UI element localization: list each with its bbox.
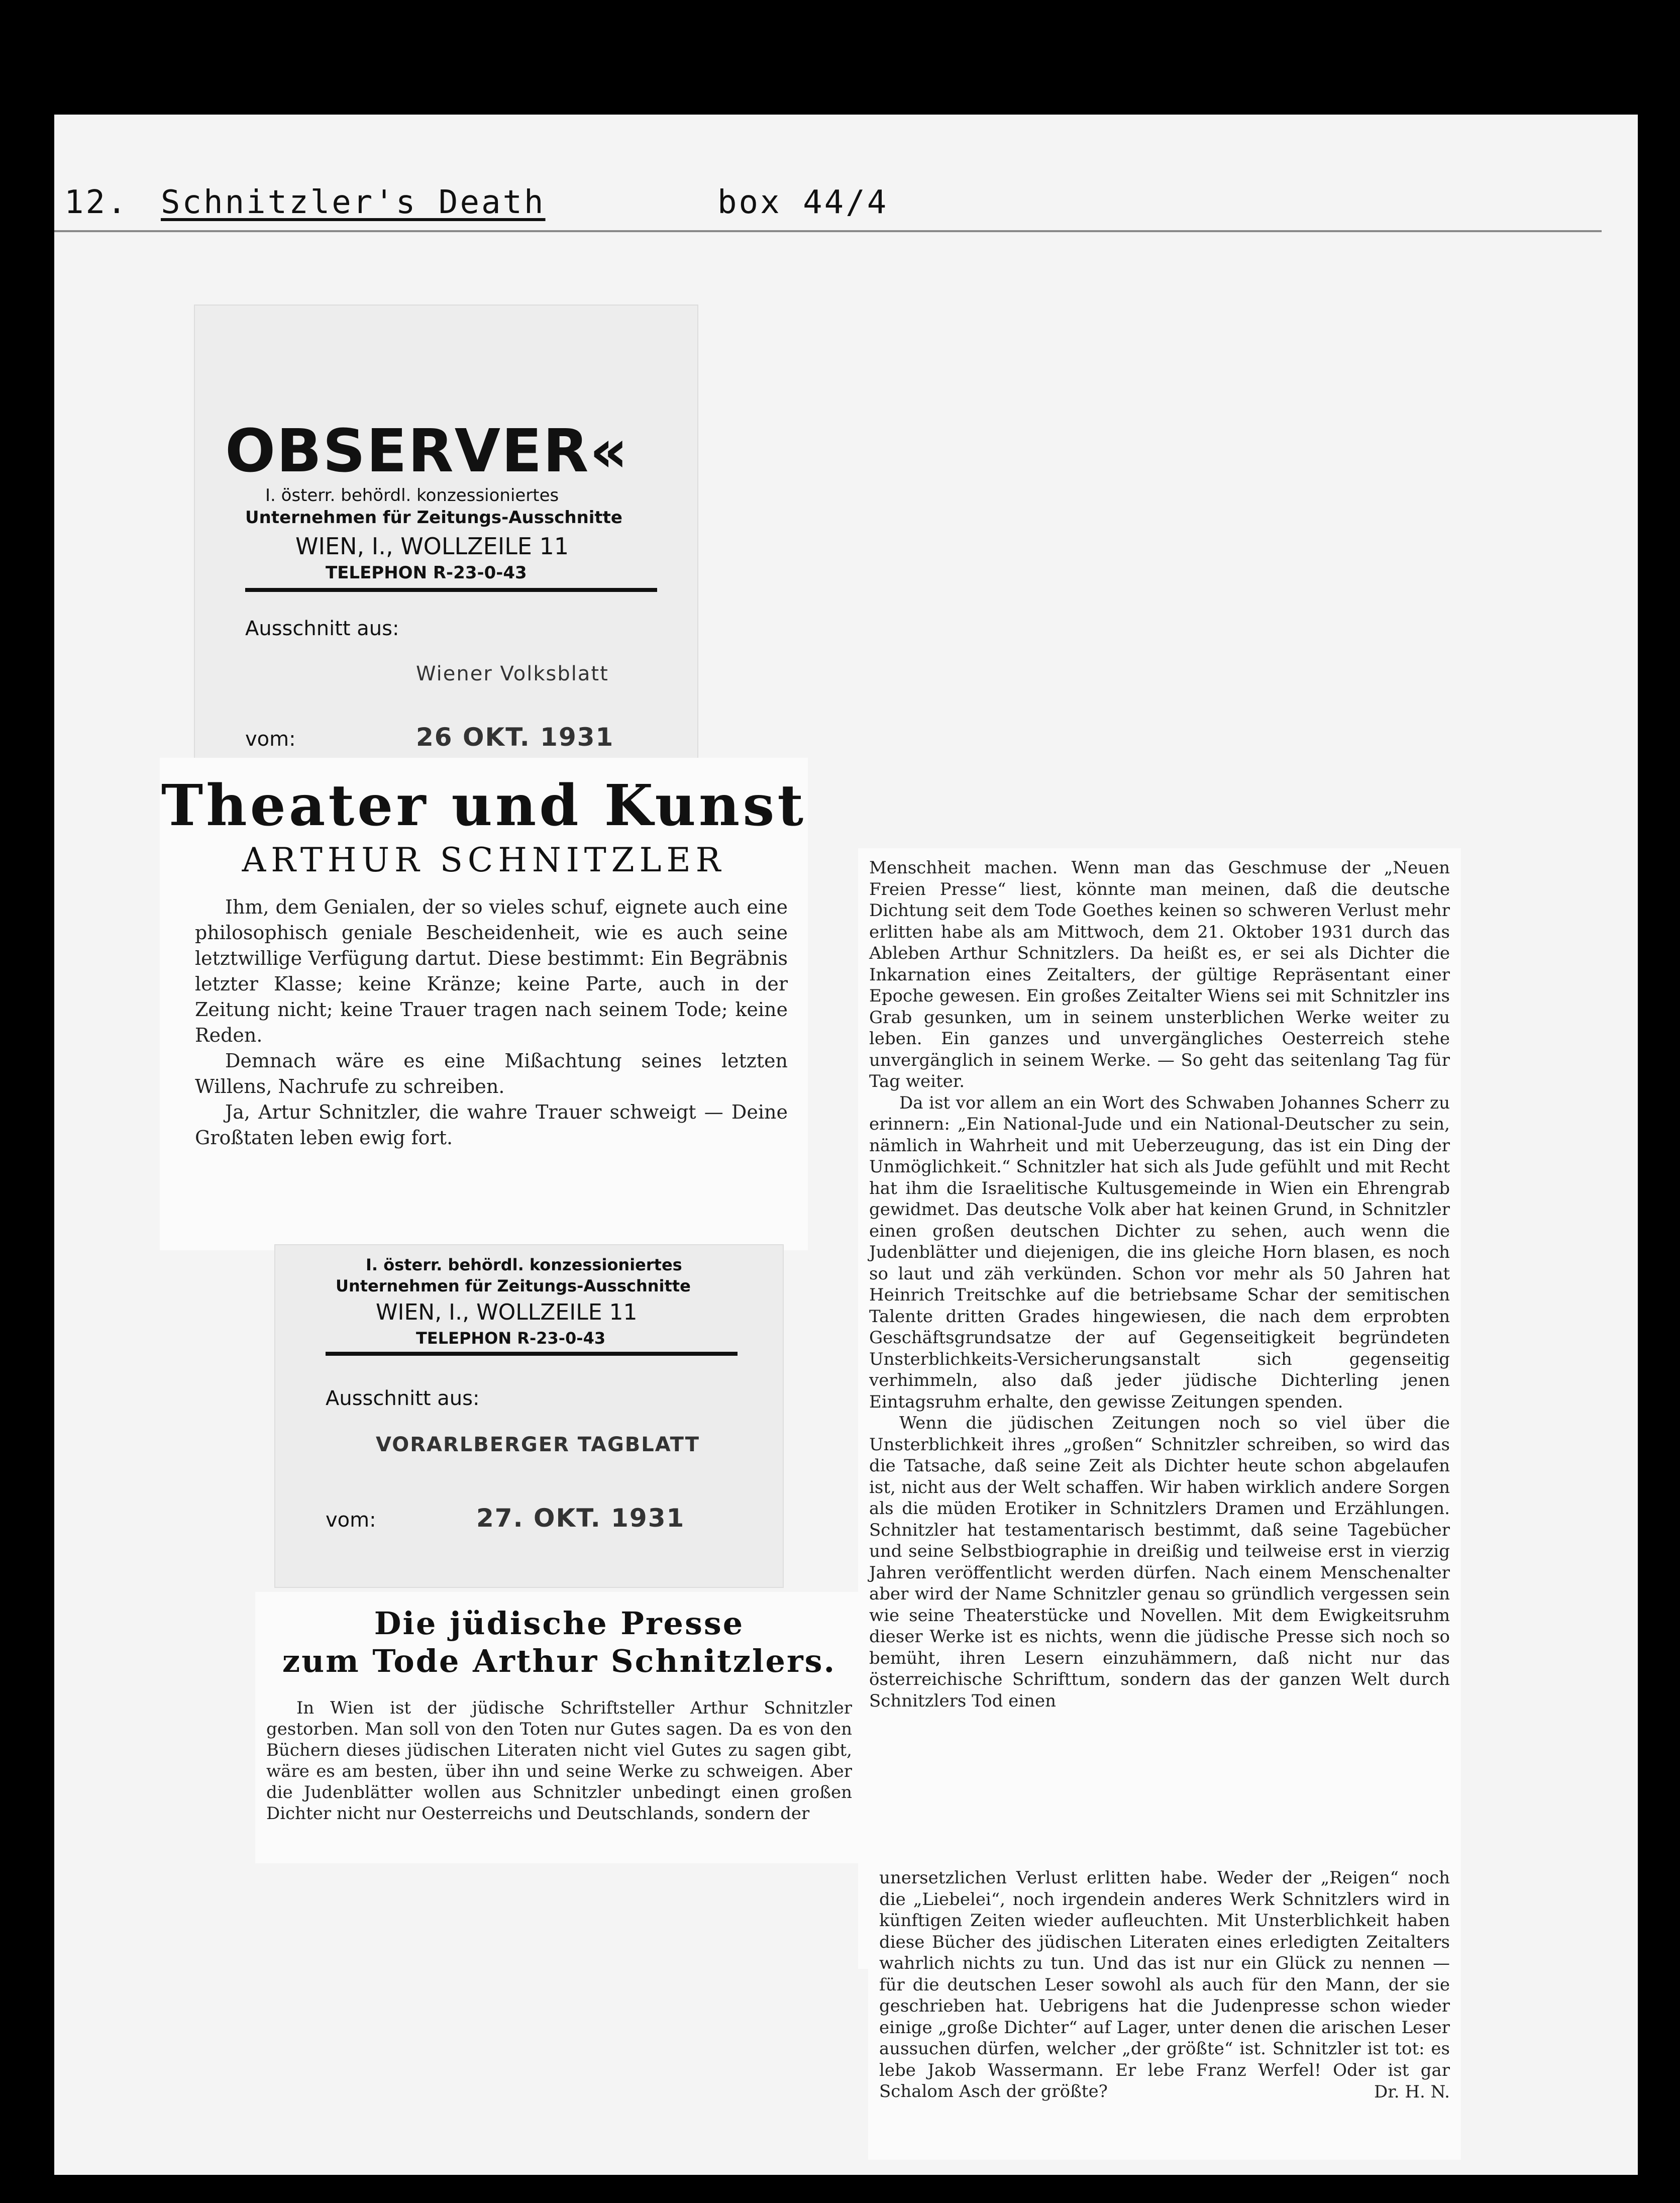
slip-rule: [245, 588, 657, 592]
article2-end-paragraph: unersetzlichen Verlust erlitten habe. Weder der „Reigen“ noch die „Liebelei“, noch irgendein anderes Werk Schnitzlers wird in künftigen Zeiten wieder aufleuchten. Mit Unsterblichkeit haben diese Bücher des jüdischen Literaten eines erledigten Zeitalters wahrlich nichts zu tun. Und das ist nur ein Glück zu nennen — für die deutschen Leser sowohl als auch für den Mann, der sie geschrieben hat. Uebrigens hat die Judenpresse schon wieder einige „große Dichter“ auf Lager, unter denen die arischen Leser aussuchen dürfen, welcher „der größte“ ist. Schnitzler ist tot: es lebe Jakob Wassermann. Er lebe Franz Werfel! Oder ist gar Schalom Asch der größte?: [879, 1868, 1450, 2101]
article2-signature: Dr. H. N.: [1374, 2081, 1450, 2102]
slip2-source-stamp: VORARLBERGER TAGBLATT: [376, 1433, 700, 1456]
slip2-phone: TELEPHON R-23-0-43: [416, 1329, 606, 1348]
article-juedische-presse-end: [868, 1858, 1461, 2160]
article2-paragraph: In Wien ist der jüdische Schriftsteller Arthur Schnitzler gestorben. Man soll von den Toten nur Gutes sagen. Da es von den Büchern dieses jüdischen Literaten nicht viel Gutes zu sagen gibt, wäre es am besten, über ihn und seine Werke zu schweigen. Aber die Judenblätter wollen aus Schnitzler unbedingt einen großen Dichter nicht nur Oesterreichs und Deutschlands, sondern der: [266, 1698, 852, 1824]
scrapbook-page: [54, 115, 1638, 2175]
page-number: 12.: [64, 184, 129, 221]
article1-paragraph: Ihm, dem Genialen, der so vieles schuf, eignete auch eine philosophisch geniale Bescheidenheit, wie es auch seine letztwillige Verfügung dartut. Diese bestimmt: Ein Begräbnis letzter Klasse; keine Kränze; keine Parte, auch in der Zeitung nicht; keine Trauer tragen nach seinem Tode; keine Reden.: [195, 896, 788, 1046]
article2-heading-line2: zum Tode Arthur Schnitzlers.: [282, 1643, 836, 1679]
source-label: Ausschnitt aus:: [245, 617, 399, 640]
slip2-address: WIEN, I., WOLLZEILE 11: [376, 1299, 638, 1325]
article2-heading-line1: Die jüdische Presse: [374, 1605, 745, 1642]
article2-cont-paragraph: Da ist vor allem an ein Wort des Schwaben Johannes Scherr zu erinnern: „Ein National-Jude und ein National-Deutscher zu sein, nämlich in Wahrheit und mit Ueberzeugung, das ist ein Ding der Unmöglichkeit.“ Schnitzler hat sich als Jude gefühlt und mit Recht hat ihm die Israelitische Kultusgemeinde in Wien ein Ehrengrab gewidmet. Das deutsche Volk aber hat keinen Grund, in Schnitzler einen großen deutschen Dichter zu sehen, auch wenn die Judenblätter und diejenigen, die ins gleiche Horn blasen, es noch so laut und zäh verkünden. Schon vor mehr als 50 Jahren hat Heinrich Treitschke auf die betriebsame Schar der semitischen Talente dritten Grades hingewiesen, die nach dem erprobten Geschäftsgrundsatze der auf Gegenseitigkeit begründeten Unsterblichkeits-Versicherungsanstalt sich gegenseitig verhimmeln, also daß jeder jüdische Dichterling jenen Eintagsruhm erhalte, den gewisse Zeitungen spenden.: [869, 1092, 1450, 1412]
date-stamp: 26 OKT. 1931: [416, 723, 614, 752]
article-juedische-presse-continuation: [858, 848, 1461, 1969]
article1-paragraph: Ja, Artur Schnitzler, die wahre Trauer schweigt — Deine Großtaten leben ewig fort.: [195, 1101, 788, 1149]
article-juedische-presse: [255, 1592, 863, 1863]
slip2-line-1: I. österr. behördl. konzessioniertes: [366, 1255, 682, 1274]
slip2-source-label: Ausschnitt aus:: [326, 1387, 480, 1410]
page-title: Schnitzler's Death: [161, 184, 546, 221]
slip2-date-label: vom:: [326, 1509, 376, 1532]
clipping-slip-vorarlberger: [275, 1245, 783, 1587]
page-header: [54, 175, 1602, 232]
date-label: vom:: [245, 728, 296, 751]
slip-phone: TELEPHON R-23-0-43: [326, 563, 527, 583]
article2-cont-paragraph: Wenn die jüdischen Zeitungen noch so viel über die Unsterblichkeit ihres „großen“ Schnitzler schreiben, so wird das die Tatsache, daß seine Zeit als Dichter heute schon abgelaufen ist, nicht aus der Welt schaffen. Wir haben wirklich andere Sorgen als die müden Erotiker in Schnitzlers Dramen und Erzählungen. Schnitzler hat testamentarisch bestimmt, daß seine Tagebücher und seine Selbstbiographie in dreißig und teilweise erst in vierzig Jahren veröffentlicht werden dürfen. Nach einem Menschenalter aber wird der Name Schnitzler genau so gründlich vergessen sein wie seine Theaterstücke und Novellen. Mit dem Ewigkeitsruhm dieser Werke ist es nichts, wenn die jüdische Presse sich noch so bemüht, ihren Lesern einzuhämmern, daß nicht nur das österreichische Schrifttum, sondern das der ganzen Welt durch Schnitzlers Tod einen: [869, 1413, 1450, 1711]
article-theater-und-kunst: [160, 758, 808, 1250]
source-stamp: Wiener Volksblatt: [416, 662, 609, 685]
slip-address: WIEN, I., WOLLZEILE 11: [295, 533, 569, 560]
observer-logo: OBSERVER«: [225, 416, 629, 485]
article2-cont-paragraph: Menschheit machen. Wenn man das Geschmuse der „Neuen Freien Presse“ liest, könnte man meinen, daß die deutsche Dichtung seit dem Tode Goethes keinen so schweren Verlust mehr erlitten habe als am Mittwoch, dem 21. Oktober 1931 durch das Ableben Arthur Schnitzlers. Da heißt es, er sei als Dichter die Inkarnation eines Zeitalters, der gültige Repräsentant einer Epoche gewesen. Ein großes Zeitalter Wiens sei mit Schnitzler ins Grab gesunken, um in seinem unsterblichen Werke weiter zu leben. Ein ganzes und unvergängliches Oesterreich stehe unvergänglich in seinem Werke. — So geht das seitenlang Tag für Tag weiter.: [869, 858, 1450, 1091]
slip-line-2: Unternehmen für Zeitungs-Ausschnitte: [245, 508, 622, 528]
slip2-line-2: Unternehmen für Zeitungs-Ausschnitte: [336, 1276, 691, 1295]
box-label: box 44/4: [717, 184, 889, 221]
slip-line-1: I. österr. behördl. konzessioniertes: [265, 485, 559, 506]
article1-subheading: ARTHUR SCHNITZLER: [242, 841, 726, 879]
slip2-rule: [326, 1352, 738, 1356]
slip2-date-stamp: 27. OKT. 1931: [476, 1504, 685, 1533]
article1-paragraph: Demnach wäre es eine Mißachtung seines letzten Willens, Nachrufe zu schreiben.: [195, 1050, 788, 1097]
article1-heading: Theater und Kunst: [161, 773, 807, 839]
